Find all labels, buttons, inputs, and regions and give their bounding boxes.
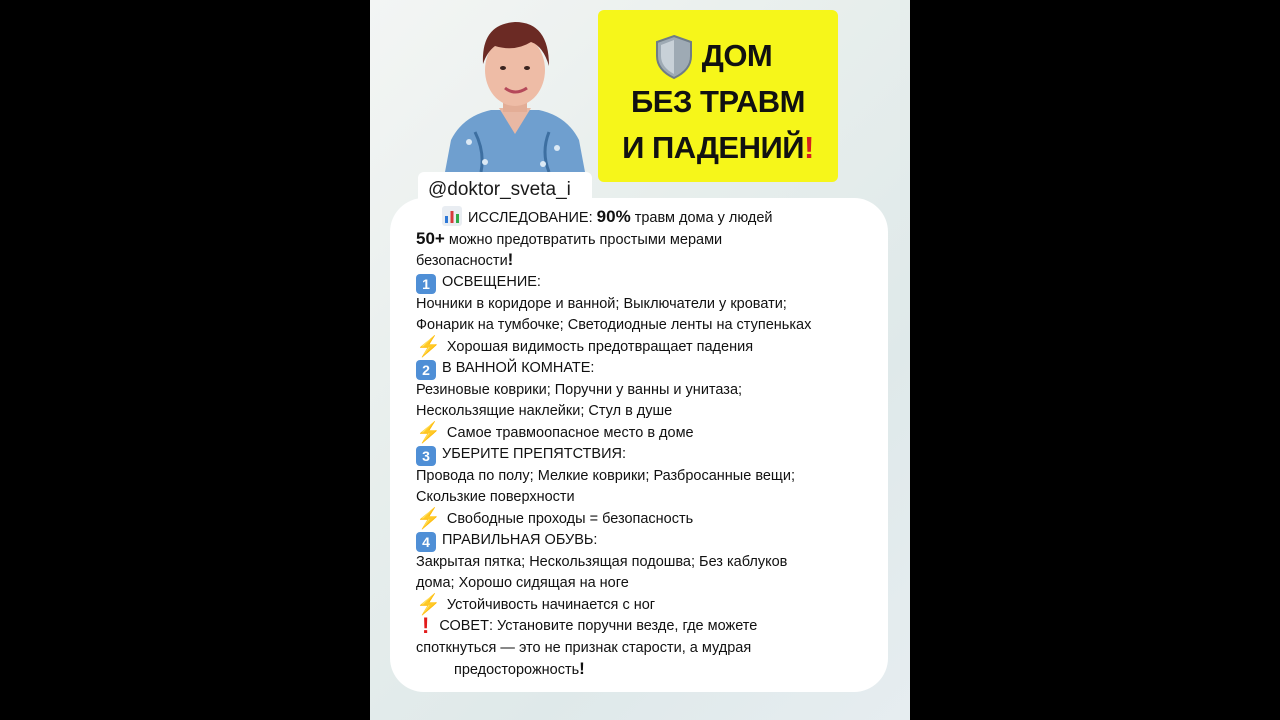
section-1-tip [416,337,753,357]
title-banner [598,10,838,182]
section-2-tip [416,423,694,443]
section-2-tip-text: Самое травмоопасное место в доме [446,425,694,441]
research-line-2 [416,229,722,250]
section-1-heading [416,272,541,294]
title-line-3-text: И ПАДЕНИЙ [622,130,805,165]
research-line-1 [442,206,773,228]
advice-line-3 [454,659,585,680]
section-4-tip-text: Устойчивость начинается с ног [446,597,656,613]
doctor-photo [445,12,585,172]
section-4-heading [416,530,597,552]
lightning-icon: ⚡ [416,422,441,444]
section-2-line-2: Нескользящие наклейки; Стул в душе [416,403,673,419]
advice-line-2: споткнуться — это не признак старости, а мудрая [416,640,752,656]
advice-excl: ! [579,659,585,678]
title-line-3 [598,130,838,166]
section-3-line-2: Скользкие поверхности [416,489,575,505]
research-text-3: безопасности [416,253,508,269]
section-3-heading-text: УБЕРИТЕ ПРЕПЯТСТВИЯ: [442,446,627,462]
title-line-2: БЕЗ ТРАВМ [631,84,805,119]
section-3-line-1: Провода по полу; Мелкие коврики; Разбросанные вещи; [416,468,795,484]
advice-text-3: предосторожность [454,662,580,678]
section-1-line-1: Ночники в коридоре и ванной; Выключатели у кровати; [416,296,787,312]
section-4-line-1: Закрытая пятка; Нескользящая подошва; Без каблуков [416,554,788,570]
research-label: ИССЛЕДОВАНИЕ: [468,210,593,226]
section-4-line-2: дома; Хорошо сидящая на ноге [416,575,629,591]
section-1-heading-text: ОСВЕЩЕНИЕ: [442,274,541,290]
section-4-tip [416,595,655,615]
section-3-heading [416,444,626,466]
research-age: 50+ [416,229,445,248]
title-exclamation: ! [804,130,814,165]
research-excl: ! [507,250,514,269]
section-1-tip-text: Хорошая видимость предотвращает падения [446,339,754,355]
author-handle[interactable]: @doktor_sveta_i [418,172,592,208]
post-panel [370,0,910,720]
section-2-heading-text: В ВАННОЙ КОМНАТЕ: [442,360,595,376]
section-4-heading-text: ПРАВИЛЬНАЯ ОБУВЬ: [442,532,598,548]
advice-line-1 [416,613,758,638]
number-1-icon: 1 [416,274,436,294]
section-2-line-1: Резиновые коврики; Поручни у ванны и унитаза; [416,382,743,398]
exclamation-icon: ! [422,613,430,638]
lightning-icon: ⚡ [416,508,441,530]
section-1-line-2: Фонарик на тумбочке; Светодиодные ленты на ступеньках [416,317,812,333]
number-3-icon: 3 [416,446,436,466]
section-3-tip [416,509,693,529]
research-text-2: можно предотвратить простыми мерами [448,232,723,248]
number-2-icon: 2 [416,360,436,380]
lightning-icon: ⚡ [416,336,441,358]
section-2-heading [416,358,594,380]
advice-text-1: СОВЕТ: Установите поручни везде, где можете [439,618,758,634]
research-percent: 90% [596,207,631,226]
bar-chart-icon [442,206,462,226]
research-line-3 [416,250,513,271]
research-text-1: травм дома у людей [634,210,773,226]
lightning-icon: ⚡ [416,594,441,616]
title-line-1: ДОМ [701,38,773,73]
section-3-tip-text: Свободные проходы = безопасность [446,511,694,527]
number-4-icon: 4 [416,532,436,552]
